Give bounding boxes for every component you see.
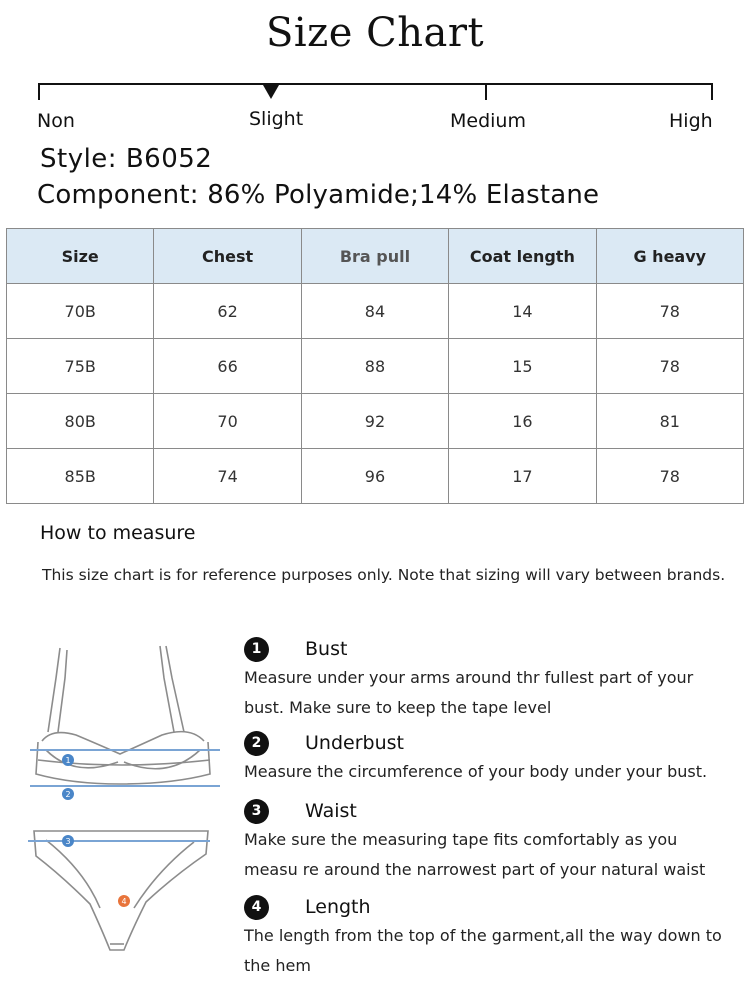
- how-to-measure-title: How to measure: [40, 522, 196, 544]
- step-description: Measure the circumference of your body under your bust.: [244, 762, 708, 781]
- header-bra-pull: Bra pull: [301, 229, 448, 284]
- scale-tick-medium: [485, 83, 487, 100]
- scale-marker-icon: [263, 85, 279, 99]
- table-row: [7, 284, 744, 339]
- header-g-heavy: G heavy: [596, 229, 743, 284]
- table-cell: 74: [154, 449, 301, 504]
- style-line: [40, 144, 212, 174]
- table-cell: 15: [449, 339, 596, 394]
- step-description: Measure under your arms around thr fullest part of your bust. Make sure to keep the tape level: [244, 668, 694, 717]
- table-cell: 85B: [7, 449, 154, 504]
- number-3-icon: 3: [244, 799, 269, 824]
- garment-diagram: [24, 638, 220, 960]
- header-size: Size: [7, 229, 154, 284]
- table-cell: 75B: [7, 339, 154, 394]
- marker-1-icon: [62, 754, 74, 766]
- table-cell: 14: [449, 284, 596, 339]
- table-cell: 70B: [7, 284, 154, 339]
- marker-3-label: 3: [65, 837, 71, 846]
- step-bust: [244, 635, 724, 723]
- number-2-icon: 2: [244, 731, 269, 756]
- size-table: [6, 228, 744, 504]
- table-cell: 96: [301, 449, 448, 504]
- table-cell: 78: [596, 284, 743, 339]
- style-label: Style:: [40, 144, 118, 174]
- scale-tick-high: [711, 83, 713, 100]
- number-1-icon: 1: [244, 637, 269, 662]
- scale-label-medium: Medium: [450, 110, 526, 132]
- table-row: [7, 449, 744, 504]
- table-cell: 66: [154, 339, 301, 394]
- table-cell: 70: [154, 394, 301, 449]
- marker-4-icon: [118, 895, 130, 907]
- table-cell: 17: [449, 449, 596, 504]
- table-header-row: [7, 229, 744, 284]
- step-description: The length from the top of the garment,all the way down to the hem: [244, 926, 722, 975]
- step-description: Make sure the measuring tape fits comfortably as you measu re around the narrowest part of your natural waist: [244, 830, 706, 879]
- scale-tick-non: [38, 83, 40, 100]
- table-row: [7, 394, 744, 449]
- table-cell: 92: [301, 394, 448, 449]
- marker-3-icon: [62, 835, 74, 847]
- step-title: Length: [305, 896, 371, 918]
- scale-label-slight: Slight: [249, 108, 304, 130]
- style-value: B6052: [125, 144, 213, 174]
- step-title: Bust: [305, 638, 348, 660]
- step-length: [244, 893, 724, 981]
- reference-note: This size chart is for reference purposes only. Note that sizing will vary between brands.: [42, 566, 726, 584]
- table-cell: 16: [449, 394, 596, 449]
- marker-4-label: 4: [121, 897, 127, 906]
- bra-illustration-icon: [36, 646, 210, 784]
- header-chest: Chest: [154, 229, 301, 284]
- marker-1-label: 1: [65, 756, 71, 765]
- page-title: Size Chart: [265, 10, 485, 56]
- table-cell: 62: [154, 284, 301, 339]
- elasticity-scale: [38, 82, 713, 102]
- marker-2-icon: [62, 788, 74, 800]
- table-cell: 80B: [7, 394, 154, 449]
- panty-illustration-icon: [34, 831, 208, 950]
- step-title: Underbust: [305, 732, 404, 754]
- scale-label-non: Non: [37, 110, 75, 132]
- step-underbust: [244, 729, 724, 787]
- table-cell: 78: [596, 339, 743, 394]
- table-cell: 88: [301, 339, 448, 394]
- table-cell: 81: [596, 394, 743, 449]
- step-waist: [244, 797, 724, 885]
- scale-label-high: High: [669, 110, 713, 132]
- marker-2-label: 2: [65, 790, 71, 799]
- scale-line: [38, 83, 713, 85]
- component-label: Component:: [37, 180, 199, 210]
- table-cell: 78: [596, 449, 743, 504]
- component-value: 86% Polyamide;14% Elastane: [207, 180, 600, 210]
- table-cell: 84: [301, 284, 448, 339]
- component-line: [37, 180, 599, 210]
- number-4-icon: 4: [244, 895, 269, 920]
- table-row: [7, 339, 744, 394]
- header-coat-length: Coat length: [449, 229, 596, 284]
- step-title: Waist: [305, 800, 357, 822]
